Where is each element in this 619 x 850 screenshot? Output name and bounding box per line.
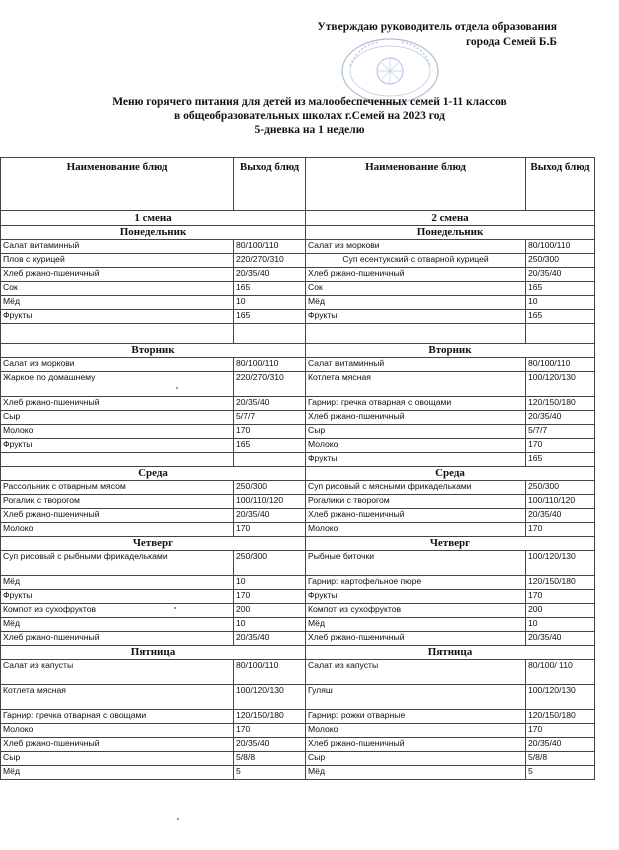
col-header-name-2: Наименование блюд <box>306 158 526 211</box>
dish-yield: 170 <box>234 523 306 537</box>
dish-name: Молоко <box>1 724 234 738</box>
dish-name: Сыр <box>306 425 526 439</box>
dish-name: Хлеб ржано-пшеничный <box>306 509 526 523</box>
dish-name: Салат из моркови <box>1 358 234 372</box>
col-header-yield-2: Выход блюд <box>526 158 595 211</box>
menu-table-body <box>1 158 595 780</box>
day-name-shift-2: Пятница <box>306 646 595 660</box>
dish-yield: 80/100/110 <box>526 358 595 372</box>
dish-yield: 170 <box>234 590 306 604</box>
dish-name: Гарнир: гречка отварная с овощами <box>1 710 234 724</box>
day-name-shift-1: Четверг <box>1 537 306 551</box>
dish-name: Фрукты <box>1 310 234 324</box>
dish-name <box>1 453 234 467</box>
dish-yield: 20/35/40 <box>526 268 595 282</box>
scan-speck <box>174 607 176 609</box>
dish-yield: 20/35/40 <box>234 397 306 411</box>
table-row <box>1 439 595 453</box>
dish-name: Салат витаминный <box>306 358 526 372</box>
dish-yield: 170 <box>526 724 595 738</box>
dish-yield: 220/270/310 <box>234 372 306 397</box>
day-name-shift-1: Понедельник <box>1 226 306 240</box>
dish-name: Фрукты <box>306 590 526 604</box>
table-row <box>1 576 595 590</box>
dish-yield: 250/300 <box>526 254 595 268</box>
dish-name: Хлеб ржано-пшеничный <box>1 268 234 282</box>
dish-yield: 100/120/130 <box>526 372 595 397</box>
dish-yield: 100/120/130 <box>526 551 595 576</box>
table-row <box>1 766 595 780</box>
dish-yield: 5/7/7 <box>526 425 595 439</box>
day-name-shift-1: Вторник <box>1 344 306 358</box>
dish-name: Фрукты <box>306 453 526 467</box>
dish-name: Гарнир: картофельное пюре <box>306 576 526 590</box>
dish-name: Рыбные биточки <box>306 551 526 576</box>
dish-name: Молоко <box>306 439 526 453</box>
dish-name: Сыр <box>306 752 526 766</box>
dish-yield: 120/150/180 <box>234 710 306 724</box>
table-row <box>1 310 595 324</box>
dish-name: Суп рисовый с мясными фрикадельками <box>306 481 526 495</box>
dish-name: Мёд <box>1 766 234 780</box>
table-row <box>1 509 595 523</box>
dish-name: Рассольник с отварным мясом <box>1 481 234 495</box>
table-header-row <box>1 158 595 211</box>
dish-yield: 165 <box>234 310 306 324</box>
shift-row <box>1 211 595 226</box>
dish-yield: 80/100/110 <box>234 358 306 372</box>
dish-name: Компот из сухофруктов <box>1 604 234 618</box>
dish-yield: 80/100/110 <box>526 240 595 254</box>
dish-name: Сок <box>306 282 526 296</box>
dish-name: Молоко <box>1 523 234 537</box>
table-row <box>1 372 595 397</box>
approval-line-1: Утверждаю руководитель отдела образования <box>317 21 557 33</box>
dish-name: Сыр <box>1 411 234 425</box>
dish-yield: 5 <box>526 766 595 780</box>
table-row <box>1 481 595 495</box>
table-row <box>1 710 595 724</box>
dish-yield: 100/120/130 <box>526 685 595 710</box>
dish-yield: 165 <box>526 453 595 467</box>
col-header-yield-1: Выход блюд <box>234 158 306 211</box>
dish-name: Фрукты <box>1 590 234 604</box>
dish-yield: 20/35/40 <box>234 738 306 752</box>
dish-yield: 170 <box>526 590 595 604</box>
document-title <box>0 95 619 137</box>
dish-name: Суп рисовый с рыбными фрикадельками <box>1 551 234 576</box>
dish-name: Мёд <box>1 576 234 590</box>
dish-yield: 80/100/110 <box>234 240 306 254</box>
table-row <box>1 724 595 738</box>
dish-yield: 120/150/180 <box>526 710 595 724</box>
dish-name: Мёд <box>1 296 234 310</box>
dish-yield: 20/35/40 <box>526 632 595 646</box>
dish-yield: 80/100/110 <box>234 660 306 685</box>
table-row <box>1 590 595 604</box>
dish-name: Компот из сухофруктов <box>306 604 526 618</box>
dish-yield: 250/300 <box>526 481 595 495</box>
table-row <box>1 411 595 425</box>
table-row <box>1 254 595 268</box>
dish-yield: 220/270/310 <box>234 254 306 268</box>
dish-yield: 20/35/40 <box>526 411 595 425</box>
table-row <box>1 495 595 509</box>
dish-yield: 170 <box>234 425 306 439</box>
dish-yield: 120/150/180 <box>526 397 595 411</box>
dish-name <box>306 324 526 344</box>
dish-yield: 20/35/40 <box>234 632 306 646</box>
day-name-shift-1: Пятница <box>1 646 306 660</box>
dish-name: Салат из капусты <box>306 660 526 685</box>
dish-yield <box>526 324 595 344</box>
dish-name: Хлеб ржано-пшеничный <box>1 738 234 752</box>
dish-yield: 165 <box>234 282 306 296</box>
dish-name: Сыр <box>1 752 234 766</box>
dish-yield: 20/35/40 <box>526 509 595 523</box>
dish-yield: 20/35/40 <box>234 509 306 523</box>
dish-yield <box>234 453 306 467</box>
dish-name: Салат из капусты <box>1 660 234 685</box>
table-row <box>1 685 595 710</box>
dish-name: Хлеб ржано-пшеничный <box>306 632 526 646</box>
day-header-row <box>1 226 595 240</box>
table-row <box>1 632 595 646</box>
dish-yield: 20/35/40 <box>526 738 595 752</box>
col-header-name-1: Наименование блюд <box>1 158 234 211</box>
table-row <box>1 523 595 537</box>
dish-yield: 5/8/8 <box>234 752 306 766</box>
dish-name: Фрукты <box>1 439 234 453</box>
day-name-shift-2: Среда <box>306 467 595 481</box>
title-line-1: Меню горячего питания для детей из малообеспеченных семей 1-11 классов <box>112 96 507 108</box>
table-row <box>1 551 595 576</box>
dish-name: Плов с курицей <box>1 254 234 268</box>
dish-name: Хлеб ржано-пшеничный <box>306 268 526 282</box>
dish-yield: 100/120/130 <box>234 685 306 710</box>
dish-yield: 170 <box>526 523 595 537</box>
day-header-row <box>1 537 595 551</box>
day-header-row <box>1 646 595 660</box>
dish-name: Салат из моркови <box>306 240 526 254</box>
dish-yield: 165 <box>234 439 306 453</box>
dish-name: Котлета мясная <box>1 685 234 710</box>
shift-1-header: 1 смена <box>1 211 306 226</box>
scan-speck <box>177 818 179 820</box>
dish-name: Мёд <box>306 618 526 632</box>
table-row <box>1 296 595 310</box>
table-row <box>1 240 595 254</box>
dish-yield: 10 <box>234 296 306 310</box>
dish-yield: 165 <box>526 310 595 324</box>
menu-table <box>0 157 595 780</box>
dish-name: Молоко <box>1 425 234 439</box>
day-header-row <box>1 467 595 481</box>
dish-name: Сок <box>1 282 234 296</box>
dish-yield <box>234 324 306 344</box>
dish-name: Хлеб ржано-пшеничный <box>1 509 234 523</box>
dish-name: Салат витаминный <box>1 240 234 254</box>
dish-name: Молоко <box>306 523 526 537</box>
table-row <box>1 738 595 752</box>
dish-name: Жаркое по домашнему <box>1 372 234 397</box>
dish-yield: 10 <box>234 576 306 590</box>
dish-yield: 100/110/120 <box>234 495 306 509</box>
dish-yield: 170 <box>234 724 306 738</box>
shift-2-header: 2 смена <box>306 211 595 226</box>
dish-yield: 100/110/120 <box>526 495 595 509</box>
dish-yield: 165 <box>526 282 595 296</box>
table-row <box>1 425 595 439</box>
dish-yield: 10 <box>526 618 595 632</box>
dish-name: Мёд <box>1 618 234 632</box>
dish-name: Рогалики с творогом <box>306 495 526 509</box>
dish-name: Мёд <box>306 766 526 780</box>
dish-yield: 250/300 <box>234 551 306 576</box>
dish-yield: 20/35/40 <box>234 268 306 282</box>
dish-yield: 80/100/ 110 <box>526 660 595 685</box>
table-row <box>1 324 595 344</box>
dish-name: Хлеб ржано-пшеничный <box>306 411 526 425</box>
dish-yield: 200 <box>234 604 306 618</box>
dish-name: Гуляш <box>306 685 526 710</box>
scan-speck <box>176 387 178 389</box>
dish-yield: 10 <box>234 618 306 632</box>
dish-yield: 200 <box>526 604 595 618</box>
table-row <box>1 358 595 372</box>
dish-name: Мёд <box>306 296 526 310</box>
table-row <box>1 752 595 766</box>
table-row <box>1 268 595 282</box>
dish-name: Гарнир: гречка отварная с овощами <box>306 397 526 411</box>
approval-line-2: города Семей Б.Б <box>465 36 557 48</box>
dish-yield: 5/8/8 <box>526 752 595 766</box>
dish-yield: 170 <box>526 439 595 453</box>
dish-yield: 5/7/7 <box>234 411 306 425</box>
table-row <box>1 453 595 467</box>
table-row <box>1 397 595 411</box>
dish-yield: 10 <box>526 296 595 310</box>
table-row <box>1 660 595 685</box>
dish-yield: 120/150/180 <box>526 576 595 590</box>
day-name-shift-2: Четверг <box>306 537 595 551</box>
dish-name: Гарнир: рожки отварные <box>306 710 526 724</box>
dish-name: Хлеб ржано-пшеничный <box>1 397 234 411</box>
dish-name <box>1 324 234 344</box>
table-row <box>1 282 595 296</box>
dish-name: Хлеб ржано-пшеничный <box>306 738 526 752</box>
title-line-2: в общеобразовательных школах г.Семей на 2023 год <box>174 110 445 122</box>
dish-name: Рогалик с творогом <box>1 495 234 509</box>
day-header-row <box>1 344 595 358</box>
dish-name: Суп есентукский с отварной курицей <box>306 254 526 268</box>
dish-name: Фрукты <box>306 310 526 324</box>
dish-name: Котлета мясная <box>306 372 526 397</box>
day-name-shift-1: Среда <box>1 467 306 481</box>
dish-yield: 250/300 <box>234 481 306 495</box>
dish-yield: 5 <box>234 766 306 780</box>
dish-name: Молоко <box>306 724 526 738</box>
table-row <box>1 604 595 618</box>
day-name-shift-2: Вторник <box>306 344 595 358</box>
dish-name: Хлеб ржано-пшеничный <box>1 632 234 646</box>
day-name-shift-2: Понедельник <box>306 226 595 240</box>
table-row <box>1 618 595 632</box>
title-line-3: 5-дневка на 1 неделю <box>254 124 365 136</box>
